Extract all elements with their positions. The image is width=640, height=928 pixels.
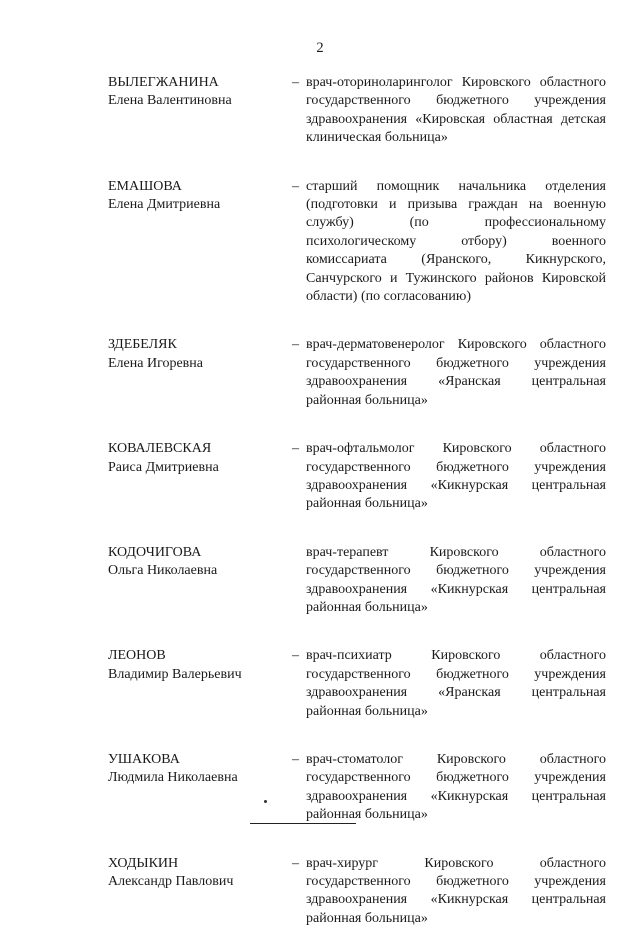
member-entry [0,544,640,618]
member-name [108,544,278,618]
member-list [0,74,640,928]
member-name [108,178,278,307]
member-name [108,855,278,928]
member-entry [0,647,640,721]
member-surname: ХОДЫКИН [108,855,179,871]
member-position: врач-терапевт Кировского областного государственного бюджетного учреждения здравоохранения «Кикнурская центральная районная больница» [306,544,606,615]
member-name [108,751,278,825]
entry-dash: – [292,441,299,457]
member-given-name: Елена Валентиновна [108,93,232,109]
member-entry [0,855,640,928]
entry-dash: – [292,751,299,767]
member-surname: КОДОЧИГОВА [108,544,202,560]
end-rule [250,823,356,824]
member-given-name: Раиса Дмитриевна [108,459,219,475]
member-surname: КОВАЛЕВСКАЯ [108,441,212,457]
member-given-name: Ольга Николаевна [108,563,218,579]
member-name [108,74,278,148]
member-entry [0,336,640,410]
entry-dash [292,544,306,618]
entry-dash: – [292,648,299,664]
member-position: врач-дерматовенеролог Кировского областного государственного бюджетного учреждения здравоохранения «Яранская центральная районная больница» [306,337,606,408]
member-surname: ЗДЕБЕЛЯК [108,337,177,353]
member-name [108,336,278,410]
member-entry [0,751,640,825]
member-surname: ЛЕОНОВ [108,648,166,664]
member-position: врач-психиатр Кировского областного государственного бюджетного учреждения здравоохранения «Яранская центральная районная больница» [306,648,606,719]
member-given-name: Елена Дмитриевна [108,197,221,213]
member-name [108,647,278,721]
member-entry [0,74,640,148]
member-given-name: Людмила Николаевна [108,770,238,786]
entry-dash: – [292,75,299,90]
member-position: врач-оториноларинголог Кировского областного государственного бюджетного учреждения здравоохранения «Кировская областная детская клиническая больница» [306,75,606,146]
member-given-name: Александр Павлович [108,874,234,889]
member-position: старший помощник начальника отделения (подготовки и призыва граждан на военную службу) (по профессиональному психологическому отбору) военного комиссариата (Яранского, Кикнурского, Санчурского и Тужинского районов Кировской области) (по согласованию) [306,178,606,305]
member-entry [0,178,640,307]
member-position: врач-офтальмолог Кировского областного государственного бюджетного учреждения здравоохранения «Кикнурская центральная районная больница» [306,441,606,512]
member-given-name: Елена Игоревна [108,355,203,371]
member-position: врач-стоматолог Кировского областного государственного бюджетного учреждения здравоохранения «Кикнурская центральная районная больница» [306,751,606,823]
member-surname: ВЫЛЕГЖАНИНА [108,75,219,90]
member-position: врач-хирург Кировского областного государственного бюджетного учреждения здравоохранения «Кикнурская центральная районная больница» [306,855,606,926]
scan-speck [264,800,267,803]
page-number: 2 [316,40,324,56]
member-surname: УШАКОВА [108,751,180,767]
entry-dash: – [292,855,299,871]
entry-dash: – [292,178,299,194]
entry-dash: – [292,337,299,353]
member-entry [0,440,640,514]
member-given-name: Владимир Валерьевич [108,666,242,682]
member-name [108,440,278,514]
member-surname: ЕМАШОВА [108,178,182,194]
